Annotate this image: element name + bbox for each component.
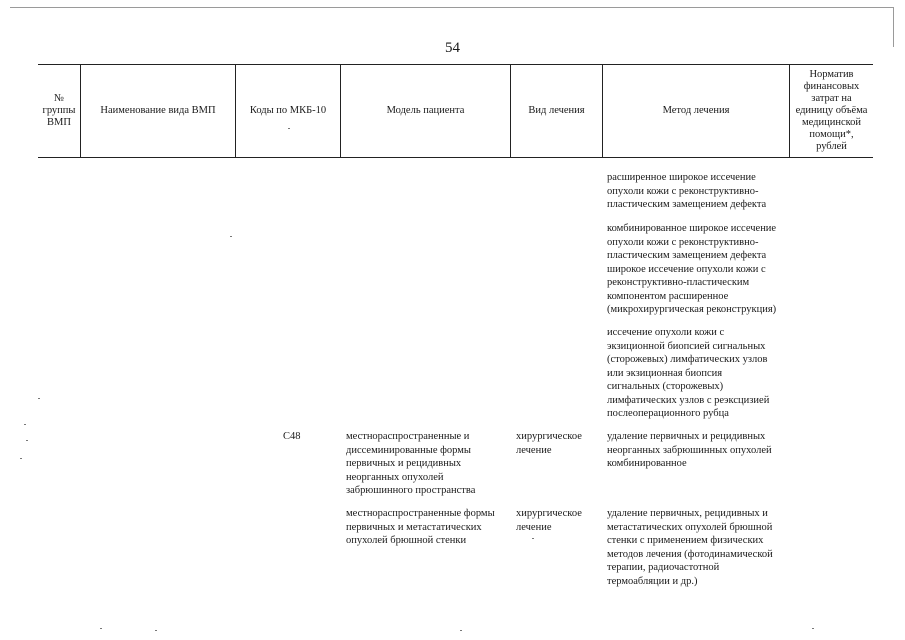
scan-speck bbox=[812, 628, 814, 629]
scan-speck bbox=[24, 424, 26, 425]
page-number: 54 bbox=[445, 40, 460, 56]
scan-speck bbox=[288, 128, 290, 129]
method-combined-excision: комбинированное широкое иссечение опухоли кожи с реконструктивно- пластическим замещением дефекта широкое иссечение опухоли кожи с реконструктивно-пластическим компонентом расширенное (микрохирургическая реконструкция) bbox=[607, 223, 777, 315]
scan-speck bbox=[230, 236, 232, 237]
scan-speck bbox=[460, 630, 462, 631]
header-cost-standard: Норматив финансовых затрат на единицу объёма медицинской помощи*, рублей bbox=[795, 69, 868, 152]
method-abdominal-wall-removal: удаление первичных, рецидивных и метастатических опухолей брюшной стенки с применением физических методов лечения (фотодинамической терапии, радиочастотной термоабляции и др.) bbox=[607, 508, 773, 587]
method-excision-biopsy: иссечение опухоли кожи с экзиционной биопсией сигнальных (сторожевых) лимфатических узлов или экзиционная биопсия сигнальных (сторожевых) лимфатических узлов с реэксцизией послеоперационного рубца bbox=[607, 327, 770, 419]
scan-speck bbox=[155, 630, 157, 631]
scan-speck bbox=[20, 458, 22, 459]
header-icd-codes: Коды по МКБ-10 bbox=[236, 65, 341, 157]
treatment-type-surgical-b: хирургическое лечение bbox=[516, 508, 582, 533]
page-edge-top bbox=[10, 7, 893, 8]
header-patient-model: Модель пациента bbox=[341, 65, 511, 157]
scan-speck bbox=[532, 538, 534, 539]
method-retroperitoneal-removal: удаление первичных и рецидивных неорганных забрюшинных опухолей комбинированное bbox=[607, 431, 772, 469]
header-vmp-name: Наименование вида ВМП bbox=[81, 65, 236, 157]
scan-speck bbox=[38, 398, 40, 399]
treatment-type-surgical: хирургическое лечение bbox=[516, 431, 582, 456]
patient-model-abdominal-wall: местнораспространенные формы первичных и метастатических опухолей брюшной стенки bbox=[346, 508, 495, 546]
header-treatment-method: Метод лечения bbox=[603, 65, 790, 157]
method-extended-excision: расширенное широкое иссечение опухоли кожи с реконструктивно- пластическим замещением дефекта bbox=[607, 172, 767, 210]
header-treatment-type: Вид лечения bbox=[511, 65, 603, 157]
header-group-number: № группы ВМП bbox=[38, 65, 81, 157]
scan-speck bbox=[26, 440, 28, 441]
table-header bbox=[38, 64, 873, 158]
patient-model-retroperitoneal: местнораспространенные и диссеминированные формы первичных и рецидивных неорганных опухолей забрюшинного пространства bbox=[346, 431, 476, 496]
scan-speck bbox=[100, 628, 102, 629]
icd-code-c48: C48 bbox=[283, 431, 301, 442]
